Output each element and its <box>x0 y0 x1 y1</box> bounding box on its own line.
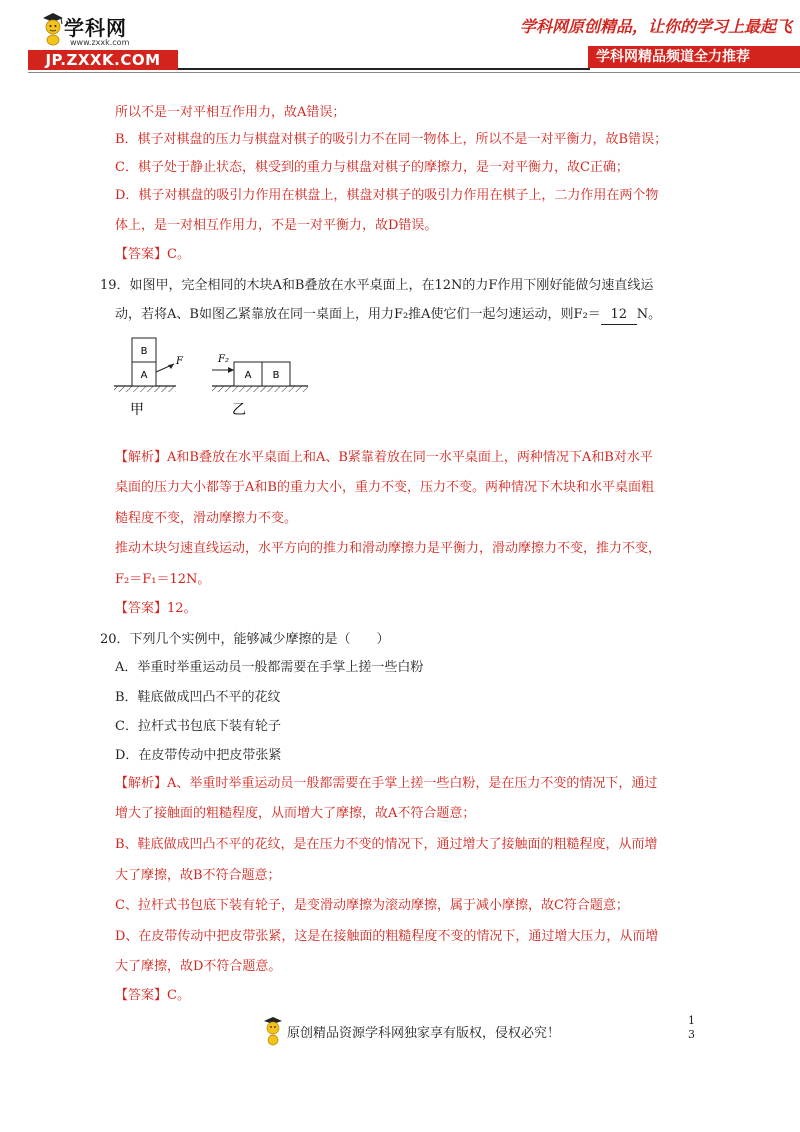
logo-url-text: www.zxxk.com <box>70 38 130 47</box>
block-A-label: A <box>140 370 148 381</box>
option-A: A．举重时举重运动员一般都需要在手掌上搓一些白粉 <box>115 660 424 675</box>
figure-yi-caption: 乙 <box>232 402 246 418</box>
explanation-line: C、拉杆式书包底下装有轮子，是变滑动摩擦为滚动摩擦，属于减小摩擦，故C符合题意； <box>115 898 629 913</box>
explanation-line: 所以不是一对平相互作用力，故A错误； <box>115 105 346 120</box>
question-19-unit: N。 <box>636 307 662 322</box>
explanation-line: 体上，是一对相互作用力，不是一对平衡力，故D错误。 <box>115 218 438 233</box>
mascot-icon <box>262 1014 284 1046</box>
option-D: D．在皮带传动中把皮带张紧 <box>115 748 282 763</box>
page-number-top: 1 <box>688 1014 695 1027</box>
explanation-line: 大了摩擦，故D不符合题意。 <box>115 959 282 974</box>
answer-blank: 12 <box>601 306 637 325</box>
question-19-text: 动，若将A、B如图乙紧靠放在同一桌面上，用力F₂推A使它们一起匀速运动，则F₂＝ <box>115 307 601 322</box>
question-19-line <box>115 306 661 325</box>
explanation-line: 【解析】A、举重时举重运动员一般都需要在手掌上搓一些白粉，是在压力不变的情况下，通过 <box>115 776 658 791</box>
header-banner: 学科网精品频道全力推荐 <box>588 46 800 68</box>
answer-19: 【答案】12。 <box>115 601 197 616</box>
answer-20: 【答案】C。 <box>115 988 190 1003</box>
block-A-label: A <box>244 370 252 381</box>
explanation-line: D、在皮带传动中把皮带张紧，这是在接触面的粗糙程度不变的情况下，通过增大压力，从而增 <box>115 929 659 944</box>
question-19-line: 19．如图甲，完全相同的木块A和B叠放在水平桌面上，在12N的力F作用下刚好能做匀速直线运 <box>100 278 654 293</box>
force-F-label: F <box>176 356 183 367</box>
footer-copyright: 原创精品资源学科网独家享有版权，侵权必究！ <box>287 1026 561 1041</box>
explanation-line: 推动木块匀速直线运动，水平方向的推力和滑动摩擦力是平衡力，滑动摩擦力不变，推力不变， <box>115 541 662 556</box>
explanation-line: 桌面的压力大小都等于A和B的重力大小，重力不变，压力不变。两种情况下木块和水平桌面粗 <box>115 480 654 495</box>
block-B-label: B <box>272 370 280 381</box>
block-friction-diagram <box>112 328 312 422</box>
logo-text: 学科网 <box>64 16 127 40</box>
explanation-line: 【解析】A和B叠放在水平桌面上和A、B紧靠着放在同一水平桌面上，两种情况下A和B对水平 <box>115 450 653 465</box>
logo-banner: JP.ZXXK.COM <box>28 50 178 70</box>
header-divider <box>178 68 590 70</box>
explanation-line: 增大了接触面的粗糙程度，从而增大了摩擦，故A不符合题意； <box>115 806 476 821</box>
question-20: 20．下列几个实例中，能够减少摩擦的是（ ） <box>100 632 390 647</box>
page-number-bottom: 3 <box>688 1028 695 1041</box>
option-B: B．鞋底做成凹凸不平的花纹 <box>115 690 281 705</box>
explanation-line: D．棋子对棋盘的吸引力作用在棋盘上，棋盘对棋子的吸引力作用在棋子上，二力作用在两个物 <box>115 188 659 203</box>
block-B-label: B <box>140 346 148 357</box>
mascot-logo-icon <box>40 10 66 46</box>
header-divider-thin <box>28 72 800 73</box>
explanation-line: 糙程度不变，滑动摩擦力不变。 <box>115 511 298 526</box>
option-C: C．拉杆式书包底下装有轮子 <box>115 719 281 734</box>
answer-18: 【答案】C。 <box>115 247 190 262</box>
explanation-line: 大了摩擦，故B不符合题意； <box>115 868 281 883</box>
explanation-line: B．棋子对棋盘的压力与棋盘对棋子的吸引力不在同一物体上，所以不是一对平衡力，故B错误； <box>115 132 668 147</box>
explanation-line: F₂＝F₁＝12N。 <box>115 572 211 587</box>
explanation-line: B、鞋底做成凹凸不平的花纹，是在压力不变的情况下，通过增大了接触面的粗糙程度，从而增 <box>115 837 658 852</box>
force-F2-label: F₂ <box>218 354 229 365</box>
header-slogan: 学科网原创精品，让你的学习上最起飞 <box>520 17 793 36</box>
figure-jia-caption: 甲 <box>130 402 144 418</box>
explanation-line: C．棋子处于静止状态，棋受到的重力与棋盘对棋子的摩擦力，是一对平衡力，故C正确； <box>115 160 629 175</box>
